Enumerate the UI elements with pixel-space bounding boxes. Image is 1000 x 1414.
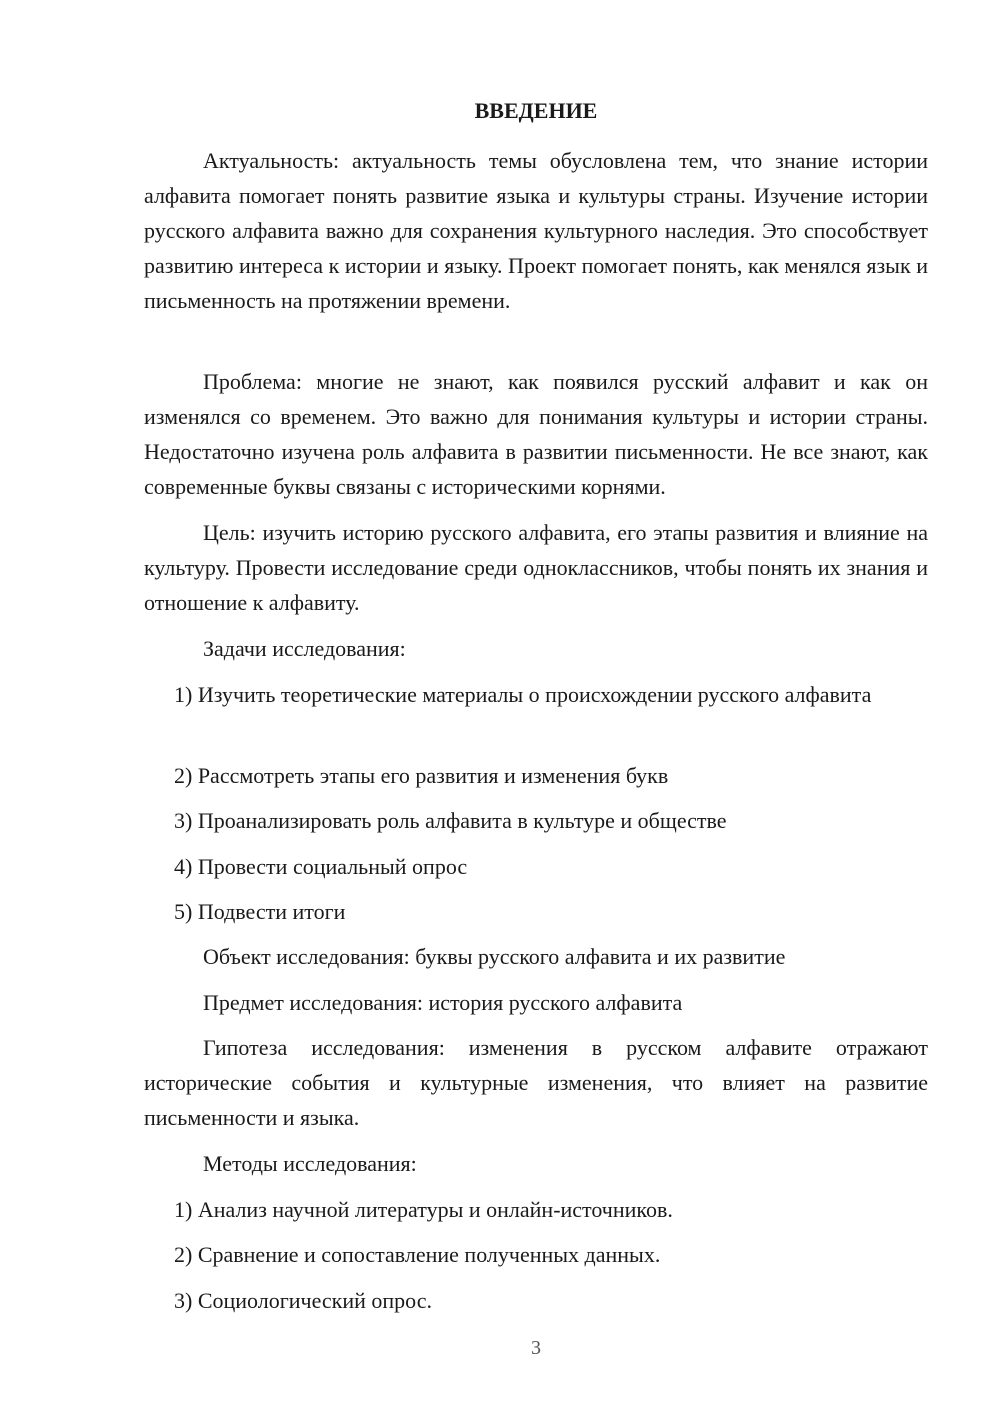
method-item-1: 1) Анализ научной литературы и онлайн-источников. (174, 1197, 673, 1222)
task-item-1: 1) Изучить теоретические материалы о происхождении русского алфавита (174, 682, 872, 707)
object-paragraph: Объект исследования: буквы русского алфавита и их развитие (203, 944, 786, 969)
method-item-2: 2) Сравнение и сопоставление полученных данных. (174, 1242, 661, 1267)
subject-paragraph: Предмет исследования: история русского алфавита (203, 990, 683, 1015)
relevance-paragraph: Актуальность: актуальность темы обусловлена тем, что знание истории алфавита помогает понять развитие языка и культуры страны. Изучение истории русского алфавита важно для сохранения культурного наследия. Это способствует развитию интереса к истории и языку. Проект помогает понять, как менялся язык и письменность на протяжении времени. (144, 148, 928, 313)
goal-paragraph: Цель: изучить историю русского алфавита, его этапы развития и влияние на культуру. Провести исследование среди одноклассников, чтобы понять их знания и отношение к алфавиту. (144, 520, 928, 615)
method-item-3: 3) Социологический опрос. (174, 1288, 432, 1313)
task-item-5: 5) Подвести итоги (174, 899, 346, 924)
problem-paragraph: Проблема: многие не знают, как появился русский алфавит и как он изменялся со временем. Это важно для понимания культуры и истории страны. Недостаточно изучена роль алфавита в развитии письменности. Не все знают, как современные буквы связаны с историческими корнями. (144, 369, 928, 499)
task-item-2: 2) Рассмотреть этапы его развития и изменения букв (174, 763, 669, 788)
page-number: 3 (531, 1337, 541, 1359)
task-item-4: 4) Провести социальный опрос (174, 854, 468, 879)
task-item-3: 3) Проанализировать роль алфавита в культуре и обществе (174, 808, 727, 833)
methods-heading: Методы исследования: (203, 1151, 417, 1176)
page-title: ВВЕДЕНИЕ (474, 98, 598, 123)
hypothesis-paragraph: Гипотеза исследования: изменения в русском алфавите отражают исторические события и культурные изменения, что влияет на развитие письменности и языка. (144, 1035, 928, 1130)
tasks-heading: Задачи исследования: (203, 636, 406, 661)
